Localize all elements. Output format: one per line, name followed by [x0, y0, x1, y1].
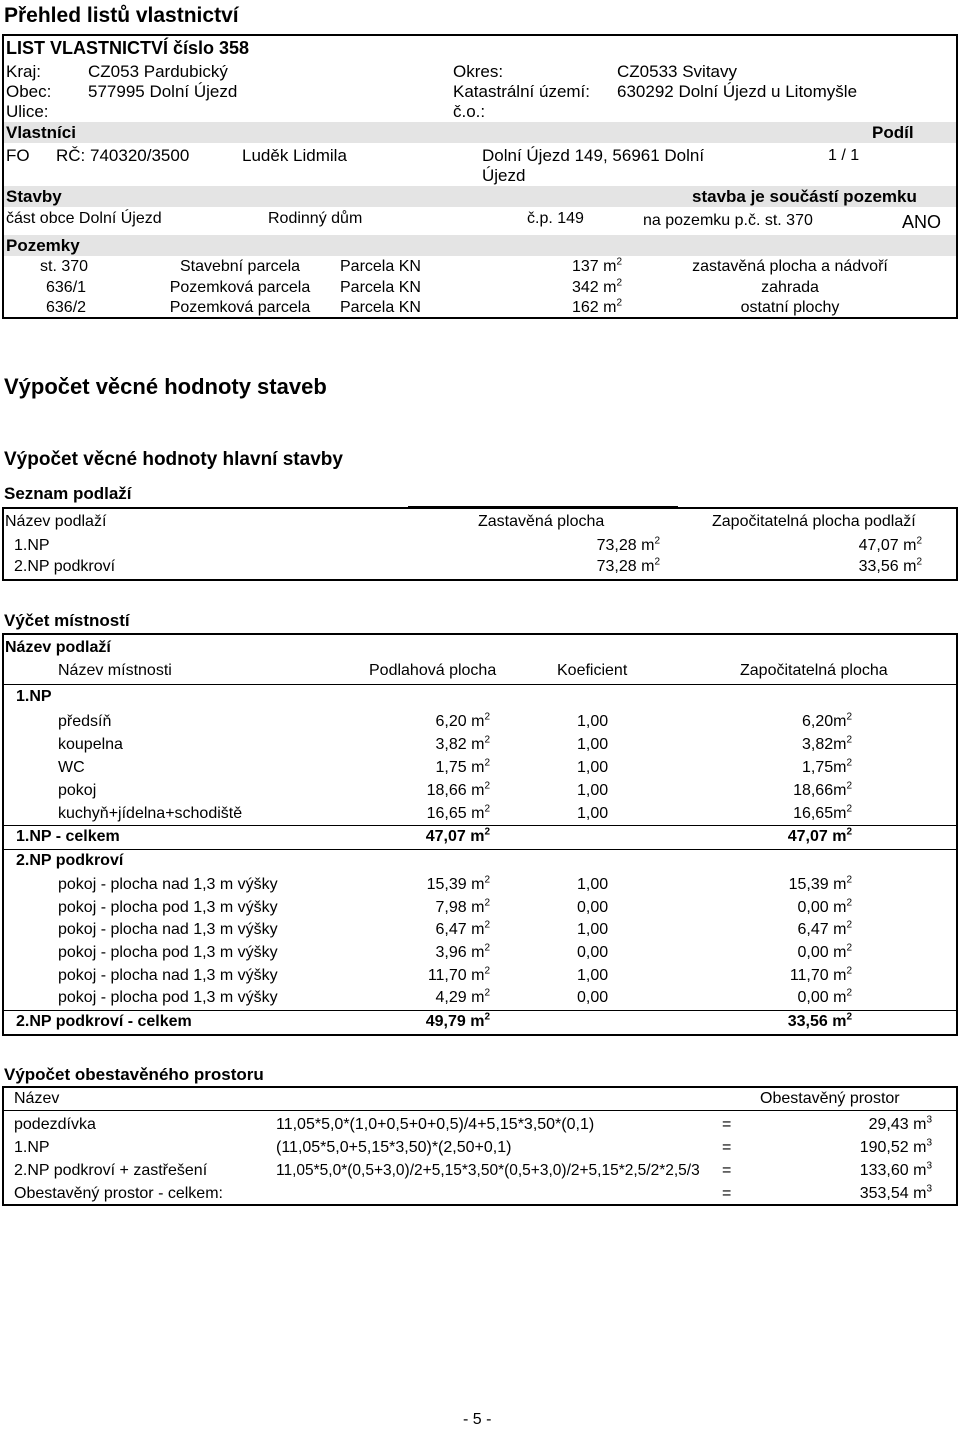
- subsection-title: Výpočet věcné hodnoty hlavní stavby: [4, 449, 343, 470]
- group-total-area: 47,07 $m^2$: [425, 826, 490, 845]
- room-area: 4,29 $m^2$: [435, 987, 490, 1006]
- ku-label: Katastrální území:: [453, 82, 591, 101]
- room-coef: 1,00: [577, 876, 609, 893]
- volume-eq: =: [722, 1185, 732, 1202]
- room-coef: 1,00: [577, 713, 609, 730]
- room-coef: 1,00: [577, 805, 609, 822]
- owner-type: FO: [6, 146, 30, 165]
- pozemek-reg: Parcela KN: [340, 258, 421, 275]
- owner-name: Luděk Lidmila: [242, 146, 347, 165]
- stavby-heading: Stavby: [6, 187, 62, 206]
- rooms-col-coef: Koeficient: [557, 662, 628, 679]
- room-name: předsíň: [58, 713, 112, 730]
- owner-address-line2: Újezd: [482, 166, 526, 185]
- volume-value: 29,43 $m^3$: [868, 1114, 932, 1133]
- stavba-plot: na pozemku p.č. st. 370: [643, 212, 813, 229]
- vlastnici-band: [4, 122, 956, 143]
- volume-formula: (11,05*5,0+5,15*3,50)*(2,50+0,1): [276, 1139, 512, 1156]
- room-area: 7,98 $m^2$: [435, 897, 490, 916]
- floors-col-counted: Započitatelná plocha podlaží: [712, 513, 916, 530]
- floor-built: 73,28 $m^2$: [596, 535, 660, 554]
- group-total-divider: [4, 1010, 956, 1011]
- volume-col-value: Obestavěný prostor: [760, 1090, 900, 1107]
- room-counted: 15,39 $m^2$: [788, 874, 852, 893]
- room-name: pokoj: [58, 782, 97, 799]
- room-area: 6,47 $m^2$: [435, 919, 490, 938]
- pozemek-id: st. 370: [40, 258, 89, 275]
- page-number: - 5 -: [463, 1411, 492, 1428]
- floor-name: 2.NP podkroví: [14, 558, 116, 575]
- group-total-label: 1.NP - celkem: [16, 828, 120, 845]
- room-coef: 0,00: [577, 989, 609, 1006]
- room-area: 18,66 $m^2$: [426, 780, 490, 799]
- group-total-divider: [4, 825, 956, 826]
- kraj-value: CZ053 Pardubický: [88, 62, 228, 81]
- stavba-flag: ANO: [902, 212, 942, 232]
- room-counted: $18,66m^2$: [793, 780, 852, 799]
- room-name: WC: [58, 759, 85, 776]
- pozemek-use: zastavěná plocha a nádvoří: [692, 258, 888, 275]
- room-coef: 0,00: [577, 899, 609, 916]
- group-total-counted: 47,07 $m^2$: [787, 826, 852, 845]
- podil-heading: Podíl: [872, 123, 914, 142]
- volume-col-name: Název: [14, 1090, 60, 1107]
- room-coef: 1,00: [577, 967, 609, 984]
- okres-label: Okres:: [453, 62, 504, 81]
- floor-built: 73,28 $m^2$: [596, 556, 660, 575]
- obec-label: Obec:: [6, 82, 52, 101]
- floor-counted: 33,56 $m^2$: [858, 556, 922, 575]
- room-coef: 1,00: [577, 736, 609, 753]
- group-total-counted: 33,56 $m^2$: [787, 1011, 852, 1030]
- pozemek-kind: Stavební parcela: [179, 258, 301, 275]
- volume-name: 2.NP podkroví + zastřešení: [14, 1162, 208, 1179]
- room-counted: 0,00 $m^2$: [797, 942, 852, 961]
- floors-heading: Seznam podlaží: [4, 484, 132, 503]
- room-area: 11,70 $m^2$: [427, 965, 490, 984]
- room-counted: $1,75m^2$: [801, 757, 852, 776]
- rooms-col-room: Název místnosti: [58, 662, 172, 679]
- group-total-area: 49,79 $m^2$: [425, 1011, 490, 1030]
- room-counted: $3,82m^2$: [801, 734, 852, 753]
- vlastnici-heading: Vlastníci: [6, 123, 76, 142]
- volume-header-divider: [4, 1110, 956, 1111]
- rooms-col-floor: Název podlaží: [5, 639, 111, 656]
- volume-eq: =: [722, 1116, 732, 1133]
- floor-counted: 47,07 $m^2$: [858, 535, 922, 554]
- room-coef: 1,00: [577, 921, 609, 938]
- volume-eq: =: [722, 1139, 732, 1156]
- floors-col-built: Zastavěná plocha: [478, 513, 605, 530]
- room-name: pokoj - plocha nad 1,3 m výšky: [58, 967, 278, 984]
- room-counted: $16,65m^2$: [793, 803, 852, 822]
- obec-value: 577995 Dolní Újezd: [88, 82, 238, 101]
- pozemek-kind: Pozemková parcela: [169, 279, 311, 296]
- rooms-col-area: Podlahová plocha: [369, 662, 497, 679]
- room-counted: 11,70 $m^2$: [789, 965, 852, 984]
- volume-name: 1.NP: [14, 1139, 50, 1156]
- stavba-part: část obce Dolní Újezd: [6, 210, 162, 227]
- room-group-floor: 2.NP podkroví: [16, 852, 124, 869]
- volume-formula: 11,05*5,0*(0,5+3,0)/2+5,15*3,50*(0,5+3,0)/2+5,15*2,5/2*2,5/3: [276, 1162, 700, 1179]
- ulice-label: Ulice:: [6, 102, 49, 121]
- floors-col-name: Název podlaží: [5, 513, 107, 530]
- room-area: 1,75 $m^2$: [435, 757, 490, 776]
- page-title: Přehled listů vlastnictví: [4, 4, 239, 27]
- pozemek-reg: Parcela KN: [340, 299, 421, 316]
- room-coef: 1,00: [577, 759, 609, 776]
- volume-total-name: Obestavěný prostor - celkem:: [14, 1185, 223, 1202]
- owner-share: 1 / 1: [828, 147, 860, 164]
- room-area: 15,39 $m^2$: [426, 874, 490, 893]
- pozemek-reg: Parcela KN: [340, 279, 421, 296]
- rooms-heading: Výčet místností: [4, 611, 130, 630]
- room-name: pokoj - plocha pod 1,3 m výšky: [58, 899, 278, 916]
- volume-total-value: 353,54 $m^3$: [859, 1183, 932, 1202]
- ku-value: 630292 Dolní Újezd u Litomyšle: [617, 82, 858, 101]
- owner-address-line1: Dolní Újezd 149, 56961 Dolní: [482, 146, 705, 165]
- room-name: koupelna: [58, 736, 123, 753]
- group-divider: [4, 849, 956, 850]
- room-area: 16,65 $m^2$: [426, 803, 490, 822]
- pozemek-area: 342 $m^2$: [572, 277, 623, 296]
- volume-name: podezdívka: [14, 1116, 96, 1133]
- volume-heading: Výpočet obestavěného prostoru: [4, 1065, 264, 1084]
- pozemek-kind: Pozemková parcela: [169, 299, 311, 316]
- stavby-note: stavba je součástí pozemku: [692, 187, 917, 206]
- rooms-header-divider: [4, 684, 956, 685]
- room-counted: $6,20m^2$: [801, 711, 852, 730]
- volume-eq: =: [722, 1162, 732, 1179]
- room-area: 3,82 $m^2$: [435, 734, 490, 753]
- co-label: č.o.:: [453, 102, 486, 121]
- lv-title: LIST VLASTNICTVÍ číslo 358: [6, 38, 250, 58]
- pozemek-id: 636/1: [46, 279, 87, 296]
- group-total-label: 2.NP podkroví - celkem: [16, 1013, 192, 1030]
- pozemky-heading: Pozemky: [6, 236, 80, 255]
- room-coef: 0,00: [577, 944, 609, 961]
- volume-value: 190,52 $m^3$: [859, 1137, 932, 1156]
- volume-formula: 11,05*5,0*(1,0+0,5+0+0,5)/4+5,15*3,50*(0,1): [276, 1116, 595, 1133]
- pozemek-area: 137 $m^2$: [572, 256, 623, 275]
- okres-value: CZ0533 Svitavy: [617, 62, 737, 81]
- pozemek-id: 636/2: [46, 299, 87, 316]
- room-name: kuchyň+jídelna+schodiště: [58, 805, 243, 822]
- pozemek-use: zahrada: [761, 279, 819, 296]
- room-counted: 0,00 $m^2$: [797, 987, 852, 1006]
- room-counted: 6,47 $m^2$: [797, 919, 852, 938]
- room-area: 3,96 $m^2$: [435, 942, 490, 961]
- room-name: pokoj - plocha pod 1,3 m výšky: [58, 944, 278, 961]
- pozemky-band: [4, 235, 956, 256]
- room-name: pokoj - plocha nad 1,3 m výšky: [58, 921, 278, 938]
- floor-name: 1.NP: [14, 537, 50, 554]
- room-name: pokoj - plocha nad 1,3 m výšky: [58, 876, 278, 893]
- owner-rc: RČ: 740320/3500: [56, 146, 190, 165]
- pozemek-use: ostatní plochy: [740, 299, 840, 316]
- kraj-label: Kraj:: [6, 62, 41, 81]
- rooms-col-counted: Započitatelná plocha: [740, 662, 888, 679]
- room-area: 6,20 $m^2$: [435, 711, 490, 730]
- room-group-floor: 1.NP: [16, 688, 52, 705]
- stavba-type: Rodinný dům: [268, 210, 363, 227]
- room-name: pokoj - plocha pod 1,3 m výšky: [58, 989, 278, 1006]
- volume-value: 133,60 $m^3$: [859, 1160, 932, 1179]
- room-counted: 0,00 $m^2$: [797, 897, 852, 916]
- room-coef: 1,00: [577, 782, 609, 799]
- stavba-cp: č.p. 149: [527, 210, 584, 227]
- pozemek-area: 162 $m^2$: [572, 297, 623, 316]
- section-title: Výpočet věcné hodnoty staveb: [4, 374, 327, 399]
- volume-bottom-rule: [722, 1204, 760, 1206]
